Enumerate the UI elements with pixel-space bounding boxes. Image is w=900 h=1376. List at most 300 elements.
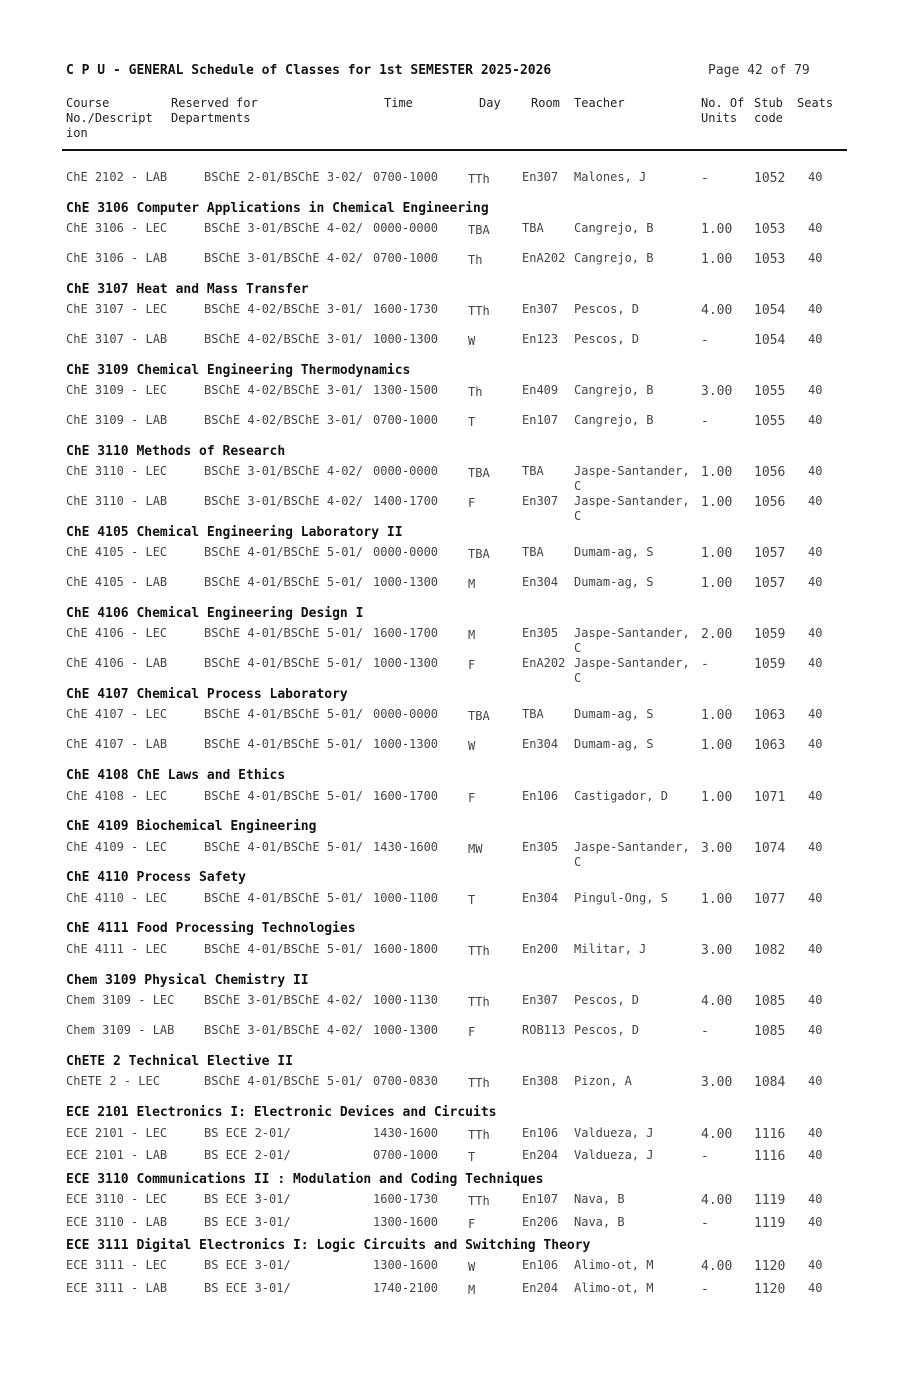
column-header-time: Time — [384, 96, 413, 110]
teacher-cell: Jaspe-Santander, C — [574, 656, 690, 685]
teacher-cell: Jaspe-Santander, C — [574, 464, 690, 493]
department-cell: BSChE 4-02/BSChE 3-01/ — [204, 302, 363, 316]
schedule-row — [0, 464, 900, 494]
day-cell: TTh — [468, 172, 490, 186]
department-cell: BS ECE 3-01/ — [204, 1281, 291, 1295]
room-cell: En106 — [522, 1258, 559, 1272]
time-cell: 1000-1300 — [373, 656, 439, 670]
units-cell: - — [701, 333, 709, 348]
course-cell: ChE 4110 - LEC — [66, 891, 168, 905]
department-cell: BSChE 4-02/BSChE 3-01/ — [204, 383, 363, 397]
course-group-title: ECE 2101 Electronics I: Electronic Devices and Circuits — [66, 1105, 497, 1120]
schedule-row — [0, 332, 900, 362]
seats-cell: 40 — [808, 737, 823, 751]
stub-code-cell: 1053 — [754, 222, 786, 237]
day-cell: F — [468, 791, 476, 805]
units-cell: 4.00 — [701, 1193, 733, 1208]
day-cell: F — [468, 1217, 476, 1231]
room-cell: En304 — [522, 891, 559, 905]
units-cell: 3.00 — [701, 841, 733, 856]
time-cell: 1600-1730 — [373, 1192, 439, 1206]
course-cell: ChE 3106 - LAB — [66, 251, 168, 265]
course-group-title: ChE 3107 Heat and Mass Transfer — [66, 282, 309, 297]
units-cell: 1.00 — [701, 708, 733, 723]
time-cell: 0700-0830 — [373, 1074, 439, 1088]
stub-code-cell: 1059 — [754, 627, 786, 642]
time-cell: 1000-1100 — [373, 891, 439, 905]
department-cell: BSChE 3-01/BSChE 4-02/ — [204, 1023, 363, 1037]
seats-cell: 40 — [808, 251, 823, 265]
teacher-cell: Pescos, D — [574, 993, 640, 1007]
column-header-course: Course No./Descript ion — [66, 96, 153, 140]
course-group-title: ChE 4111 Food Processing Technologies — [66, 921, 356, 936]
schedule-row — [0, 891, 900, 921]
seats-cell: 40 — [808, 383, 823, 397]
day-cell: W — [468, 739, 476, 753]
department-cell: BSChE 3-01/BSChE 4-02/ — [204, 494, 363, 508]
teacher-cell: Dumam-ag, S — [574, 575, 654, 589]
course-cell: ChE 3107 - LAB — [66, 332, 168, 346]
room-cell: En308 — [522, 1074, 559, 1088]
teacher-cell: Jaspe-Santander, C — [574, 626, 690, 655]
stub-code-cell: 1071 — [754, 790, 786, 805]
department-cell: BSChE 4-01/BSChE 5-01/ — [204, 840, 363, 854]
schedule-row — [0, 626, 900, 656]
teacher-cell: Pingul-Ong, S — [574, 891, 668, 905]
seats-cell: 40 — [808, 707, 823, 721]
room-cell: En206 — [522, 1215, 559, 1229]
department-cell: BSChE 4-01/BSChE 5-01/ — [204, 545, 363, 559]
stub-code-cell: 1085 — [754, 994, 786, 1009]
seats-cell: 40 — [808, 494, 823, 508]
seats-cell: 40 — [808, 1215, 823, 1229]
room-cell: En305 — [522, 626, 559, 640]
time-cell: 1400-1700 — [373, 494, 439, 508]
units-cell: 4.00 — [701, 1127, 733, 1142]
time-cell: 1000-1300 — [373, 332, 439, 346]
units-cell: 1.00 — [701, 495, 733, 510]
room-cell: TBA — [522, 464, 544, 478]
course-group-title: ChE 4109 Biochemical Engineering — [66, 819, 317, 834]
stub-code-cell: 1084 — [754, 1075, 786, 1090]
units-cell: 3.00 — [701, 1075, 733, 1090]
day-cell: TBA — [468, 466, 490, 480]
units-cell: - — [701, 1024, 709, 1039]
schedule-row — [0, 302, 900, 332]
schedule-row — [0, 383, 900, 413]
column-header-seats: Seats — [797, 96, 834, 110]
units-cell: 1.00 — [701, 252, 733, 267]
room-cell: En123 — [522, 332, 559, 346]
room-cell: En200 — [522, 942, 559, 956]
day-cell: MW — [468, 842, 483, 856]
teacher-cell: Jaspe-Santander, C — [574, 494, 690, 523]
day-cell: F — [468, 496, 476, 510]
day-cell: T — [468, 415, 476, 429]
room-cell: En307 — [522, 494, 559, 508]
day-cell: TTh — [468, 995, 490, 1009]
schedule-row — [0, 494, 900, 524]
schedule-row — [0, 942, 900, 972]
schedule-row — [0, 789, 900, 819]
stub-code-cell: 1120 — [754, 1259, 786, 1274]
stub-code-cell: 1077 — [754, 892, 786, 907]
department-cell: BS ECE 3-01/ — [204, 1258, 291, 1272]
teacher-cell: Pizon, A — [574, 1074, 632, 1088]
schedule-row — [0, 707, 900, 737]
stub-code-cell: 1052 — [754, 171, 786, 186]
time-cell: 1000-1300 — [373, 1023, 439, 1037]
units-cell: 3.00 — [701, 384, 733, 399]
department-cell: BSChE 4-01/BSChE 5-01/ — [204, 626, 363, 640]
day-cell: Th — [468, 253, 483, 267]
stub-code-cell: 1063 — [754, 738, 786, 753]
column-header-stub: Stub code — [754, 96, 783, 125]
units-cell: - — [701, 1149, 709, 1164]
teacher-cell: Pescos, D — [574, 332, 640, 346]
units-cell: - — [701, 1216, 709, 1231]
day-cell: TTh — [468, 1194, 490, 1208]
time-cell: 0700-1000 — [373, 413, 439, 427]
course-group-title: ChE 3109 Chemical Engineering Thermodynamics — [66, 363, 411, 378]
units-cell: 2.00 — [701, 627, 733, 642]
day-cell: W — [468, 334, 476, 348]
course-cell: Chem 3109 - LAB — [66, 1023, 175, 1037]
page-title: C P U - GENERAL Schedule of Classes for 1st SEMESTER 2025-2026 — [66, 63, 552, 78]
department-cell: BSChE 4-01/BSChE 5-01/ — [204, 656, 363, 670]
units-cell: 1.00 — [701, 465, 733, 480]
day-cell: TTh — [468, 304, 490, 318]
day-cell: Th — [468, 385, 483, 399]
seats-cell: 40 — [808, 789, 823, 803]
course-group-title: ChE 4107 Chemical Process Laboratory — [66, 687, 348, 702]
time-cell: 1300-1600 — [373, 1215, 439, 1229]
time-cell: 1000-1300 — [373, 737, 439, 751]
day-cell: T — [468, 1150, 476, 1164]
course-group-title: ECE 3110 Communications II : Modulation and Coding Techniques — [66, 1172, 544, 1187]
stub-code-cell: 1056 — [754, 465, 786, 480]
teacher-cell: Valdueza, J — [574, 1148, 654, 1162]
units-cell: - — [701, 171, 709, 186]
course-cell: ECE 3111 - LEC — [66, 1258, 168, 1272]
time-cell: 0700-1000 — [373, 251, 439, 265]
course-group-title: ChE 4106 Chemical Engineering Design I — [66, 606, 364, 621]
department-cell: BSChE 4-01/BSChE 5-01/ — [204, 737, 363, 751]
day-cell: M — [468, 1283, 476, 1297]
department-cell: BSChE 4-01/BSChE 5-01/ — [204, 891, 363, 905]
course-cell: ECE 2101 - LAB — [66, 1148, 168, 1162]
seats-cell: 40 — [808, 170, 823, 184]
day-cell: TBA — [468, 709, 490, 723]
teacher-cell: Malones, J — [574, 170, 647, 184]
stub-code-cell: 1119 — [754, 1193, 786, 1208]
time-cell: 1300-1600 — [373, 1258, 439, 1272]
stub-code-cell: 1074 — [754, 841, 786, 856]
units-cell: 4.00 — [701, 994, 733, 1009]
seats-cell: 40 — [808, 1074, 823, 1088]
stub-code-cell: 1063 — [754, 708, 786, 723]
course-group-title: ChE 4105 Chemical Engineering Laboratory II — [66, 525, 403, 540]
time-cell: 1600-1700 — [373, 789, 439, 803]
day-cell: TBA — [468, 547, 490, 561]
seats-cell: 40 — [808, 840, 823, 854]
department-cell: BSChE 3-01/BSChE 4-02/ — [204, 464, 363, 478]
day-cell: T — [468, 893, 476, 907]
course-cell: ChE 4106 - LAB — [66, 656, 168, 670]
department-cell: BSChE 4-01/BSChE 5-01/ — [204, 707, 363, 721]
course-cell: ChE 2102 - LAB — [66, 170, 168, 184]
seats-cell: 40 — [808, 656, 823, 670]
room-cell: En107 — [522, 413, 559, 427]
seats-cell: 40 — [808, 1192, 823, 1206]
day-cell: W — [468, 1260, 476, 1274]
day-cell: M — [468, 628, 476, 642]
column-header-day: Day — [479, 96, 501, 110]
course-cell: ChE 3110 - LEC — [66, 464, 168, 478]
units-cell: 1.00 — [701, 790, 733, 805]
room-cell: EnA202 — [522, 656, 566, 670]
teacher-cell: Nava, B — [574, 1215, 625, 1229]
course-group-title: ChE 4110 Process Safety — [66, 870, 247, 885]
stub-code-cell: 1056 — [754, 495, 786, 510]
course-cell: ChE 4111 - LEC — [66, 942, 168, 956]
time-cell: 1000-1300 — [373, 575, 439, 589]
department-cell: BSChE 4-01/BSChE 5-01/ — [204, 789, 363, 803]
room-cell: En305 — [522, 840, 559, 854]
room-cell: En204 — [522, 1281, 559, 1295]
course-group-title: ChETE 2 Technical Elective II — [66, 1054, 293, 1069]
department-cell: BSChE 3-01/BSChE 4-02/ — [204, 221, 363, 235]
course-cell: ChE 3109 - LAB — [66, 413, 168, 427]
department-cell: BS ECE 2-01/ — [204, 1148, 291, 1162]
stub-code-cell: 1055 — [754, 414, 786, 429]
seats-cell: 40 — [808, 302, 823, 316]
time-cell: 0700-1000 — [373, 1148, 439, 1162]
time-cell: 1600-1730 — [373, 302, 439, 316]
room-cell: TBA — [522, 707, 544, 721]
seats-cell: 40 — [808, 1148, 823, 1162]
department-cell: BSChE 3-01/BSChE 4-02/ — [204, 993, 363, 1007]
room-cell: ROB113 — [522, 1023, 566, 1037]
schedule-row — [0, 1281, 900, 1311]
time-cell: 1740-2100 — [373, 1281, 439, 1295]
stub-code-cell: 1082 — [754, 943, 786, 958]
day-cell: F — [468, 1025, 476, 1039]
seats-cell: 40 — [808, 1023, 823, 1037]
course-cell: ECE 2101 - LEC — [66, 1126, 168, 1140]
room-cell: En107 — [522, 1192, 559, 1206]
units-cell: 1.00 — [701, 546, 733, 561]
course-cell: ChE 4106 - LEC — [66, 626, 168, 640]
units-cell: - — [701, 414, 709, 429]
column-header-reserved: Reserved for Departments — [171, 96, 258, 125]
teacher-cell: Castigador, D — [574, 789, 668, 803]
units-cell: 1.00 — [701, 222, 733, 237]
schedule-row — [0, 251, 900, 281]
page-number: Page 42 of 79 — [708, 63, 810, 78]
time-cell: 1600-1800 — [373, 942, 439, 956]
stub-code-cell: 1057 — [754, 576, 786, 591]
course-cell: ECE 3111 - LAB — [66, 1281, 168, 1295]
stub-code-cell: 1116 — [754, 1127, 786, 1142]
schedule-row — [0, 221, 900, 251]
course-cell: ChE 3110 - LAB — [66, 494, 168, 508]
room-cell: EnA202 — [522, 251, 566, 265]
room-cell: En106 — [522, 789, 559, 803]
course-cell: ChE 3109 - LEC — [66, 383, 168, 397]
teacher-cell: Cangrejo, B — [574, 251, 654, 265]
room-cell: En307 — [522, 302, 559, 316]
column-header-units: No. Of Units — [701, 96, 745, 125]
schedule-row — [0, 1074, 900, 1104]
room-cell: TBA — [522, 221, 544, 235]
seats-cell: 40 — [808, 1258, 823, 1272]
room-cell: En106 — [522, 1126, 559, 1140]
schedule-row — [0, 575, 900, 605]
course-cell: ChE 3106 - LEC — [66, 221, 168, 235]
course-group-title: ChE 3110 Methods of Research — [66, 444, 286, 459]
time-cell: 1000-1130 — [373, 993, 439, 1007]
units-cell: 1.00 — [701, 892, 733, 907]
time-cell: 0700-1000 — [373, 170, 439, 184]
seats-cell: 40 — [808, 575, 823, 589]
teacher-cell: Pescos, D — [574, 1023, 640, 1037]
course-cell: ChE 4105 - LAB — [66, 575, 168, 589]
units-cell: - — [701, 657, 709, 672]
time-cell: 1430-1600 — [373, 840, 439, 854]
course-cell: ChE 4109 - LEC — [66, 840, 168, 854]
course-cell: ChETE 2 - LEC — [66, 1074, 160, 1088]
seats-cell: 40 — [808, 221, 823, 235]
department-cell: BSChE 4-02/BSChE 3-01/ — [204, 332, 363, 346]
time-cell: 1300-1500 — [373, 383, 439, 397]
teacher-cell: Dumam-ag, S — [574, 737, 654, 751]
room-cell: En307 — [522, 170, 559, 184]
teacher-cell: Cangrejo, B — [574, 413, 654, 427]
room-cell: En304 — [522, 575, 559, 589]
stub-code-cell: 1057 — [754, 546, 786, 561]
units-cell: 1.00 — [701, 738, 733, 753]
schedule-row — [0, 737, 900, 767]
seats-cell: 40 — [808, 545, 823, 559]
room-cell: En409 — [522, 383, 559, 397]
schedule-row — [0, 840, 900, 870]
room-cell: En307 — [522, 993, 559, 1007]
teacher-cell: Cangrejo, B — [574, 383, 654, 397]
course-cell: ChE 4108 - LEC — [66, 789, 168, 803]
seats-cell: 40 — [808, 1126, 823, 1140]
teacher-cell: Nava, B — [574, 1192, 625, 1206]
course-cell: ECE 3110 - LEC — [66, 1192, 168, 1206]
course-cell: ChE 4107 - LEC — [66, 707, 168, 721]
units-cell: 1.00 — [701, 576, 733, 591]
stub-code-cell: 1053 — [754, 252, 786, 267]
day-cell: TTh — [468, 944, 490, 958]
units-cell: 4.00 — [701, 303, 733, 318]
seats-cell: 40 — [808, 942, 823, 956]
room-cell: En204 — [522, 1148, 559, 1162]
seats-cell: 40 — [808, 1281, 823, 1295]
teacher-cell: Cangrejo, B — [574, 221, 654, 235]
course-group-title: ChE 3106 Computer Applications in Chemical Engineering — [66, 201, 489, 216]
room-cell: En304 — [522, 737, 559, 751]
teacher-cell: Dumam-ag, S — [574, 707, 654, 721]
seats-cell: 40 — [808, 332, 823, 346]
stub-code-cell: 1085 — [754, 1024, 786, 1039]
time-cell: 1600-1700 — [373, 626, 439, 640]
department-cell: BS ECE 2-01/ — [204, 1126, 291, 1140]
stub-code-cell: 1119 — [754, 1216, 786, 1231]
schedule-row — [0, 413, 900, 443]
schedule-row — [0, 170, 900, 200]
time-cell: 0000-0000 — [373, 221, 439, 235]
schedule-row — [0, 545, 900, 575]
units-cell: 4.00 — [701, 1259, 733, 1274]
teacher-cell: Alimo-ot, M — [574, 1281, 654, 1295]
teacher-cell: Pescos, D — [574, 302, 640, 316]
department-cell: BSChE 4-02/BSChE 3-01/ — [204, 413, 363, 427]
seats-cell: 40 — [808, 464, 823, 478]
day-cell: TTh — [468, 1128, 490, 1142]
seats-cell: 40 — [808, 993, 823, 1007]
room-cell: TBA — [522, 545, 544, 559]
course-cell: ECE 3110 - LAB — [66, 1215, 168, 1229]
teacher-cell: Valdueza, J — [574, 1126, 654, 1140]
units-cell: 3.00 — [701, 943, 733, 958]
department-cell: BS ECE 3-01/ — [204, 1215, 291, 1229]
column-header-teacher: Teacher — [574, 96, 625, 110]
teacher-cell: Dumam-ag, S — [574, 545, 654, 559]
department-cell: BSChE 4-01/BSChE 5-01/ — [204, 575, 363, 589]
units-cell: - — [701, 1282, 709, 1297]
course-cell: ChE 4105 - LEC — [66, 545, 168, 559]
time-cell: 1430-1600 — [373, 1126, 439, 1140]
schedule-row — [0, 1023, 900, 1053]
course-group-title: ECE 3111 Digital Electronics I: Logic Circuits and Switching Theory — [66, 1238, 591, 1253]
seats-cell: 40 — [808, 413, 823, 427]
stub-code-cell: 1055 — [754, 384, 786, 399]
time-cell: 0000-0000 — [373, 545, 439, 559]
column-header-room: Room — [531, 96, 560, 110]
time-cell: 0000-0000 — [373, 707, 439, 721]
course-cell: ChE 3107 - LEC — [66, 302, 168, 316]
day-cell: F — [468, 658, 476, 672]
department-cell: BSChE 2-01/BSChE 3-02/ — [204, 170, 363, 184]
course-group-title: Chem 3109 Physical Chemistry II — [66, 973, 309, 988]
time-cell: 0000-0000 — [373, 464, 439, 478]
schedule-row — [0, 993, 900, 1023]
department-cell: BSChE 4-01/BSChE 5-01/ — [204, 1074, 363, 1088]
teacher-cell: Alimo-ot, M — [574, 1258, 654, 1272]
teacher-cell: Jaspe-Santander, C — [574, 840, 690, 869]
schedule-row — [0, 656, 900, 686]
course-cell: Chem 3109 - LEC — [66, 993, 175, 1007]
course-cell: ChE 4107 - LAB — [66, 737, 168, 751]
seats-cell: 40 — [808, 626, 823, 640]
stub-code-cell: 1059 — [754, 657, 786, 672]
day-cell: TTh — [468, 1076, 490, 1090]
stub-code-cell: 1054 — [754, 303, 786, 318]
day-cell: TBA — [468, 223, 490, 237]
department-cell: BS ECE 3-01/ — [204, 1192, 291, 1206]
stub-code-cell: 1054 — [754, 333, 786, 348]
stub-code-cell: 1116 — [754, 1149, 786, 1164]
department-cell: BSChE 4-01/BSChE 5-01/ — [204, 942, 363, 956]
day-cell: M — [468, 577, 476, 591]
teacher-cell: Militar, J — [574, 942, 647, 956]
department-cell: BSChE 3-01/BSChE 4-02/ — [204, 251, 363, 265]
course-group-title: ChE 4108 ChE Laws and Ethics — [66, 768, 286, 783]
